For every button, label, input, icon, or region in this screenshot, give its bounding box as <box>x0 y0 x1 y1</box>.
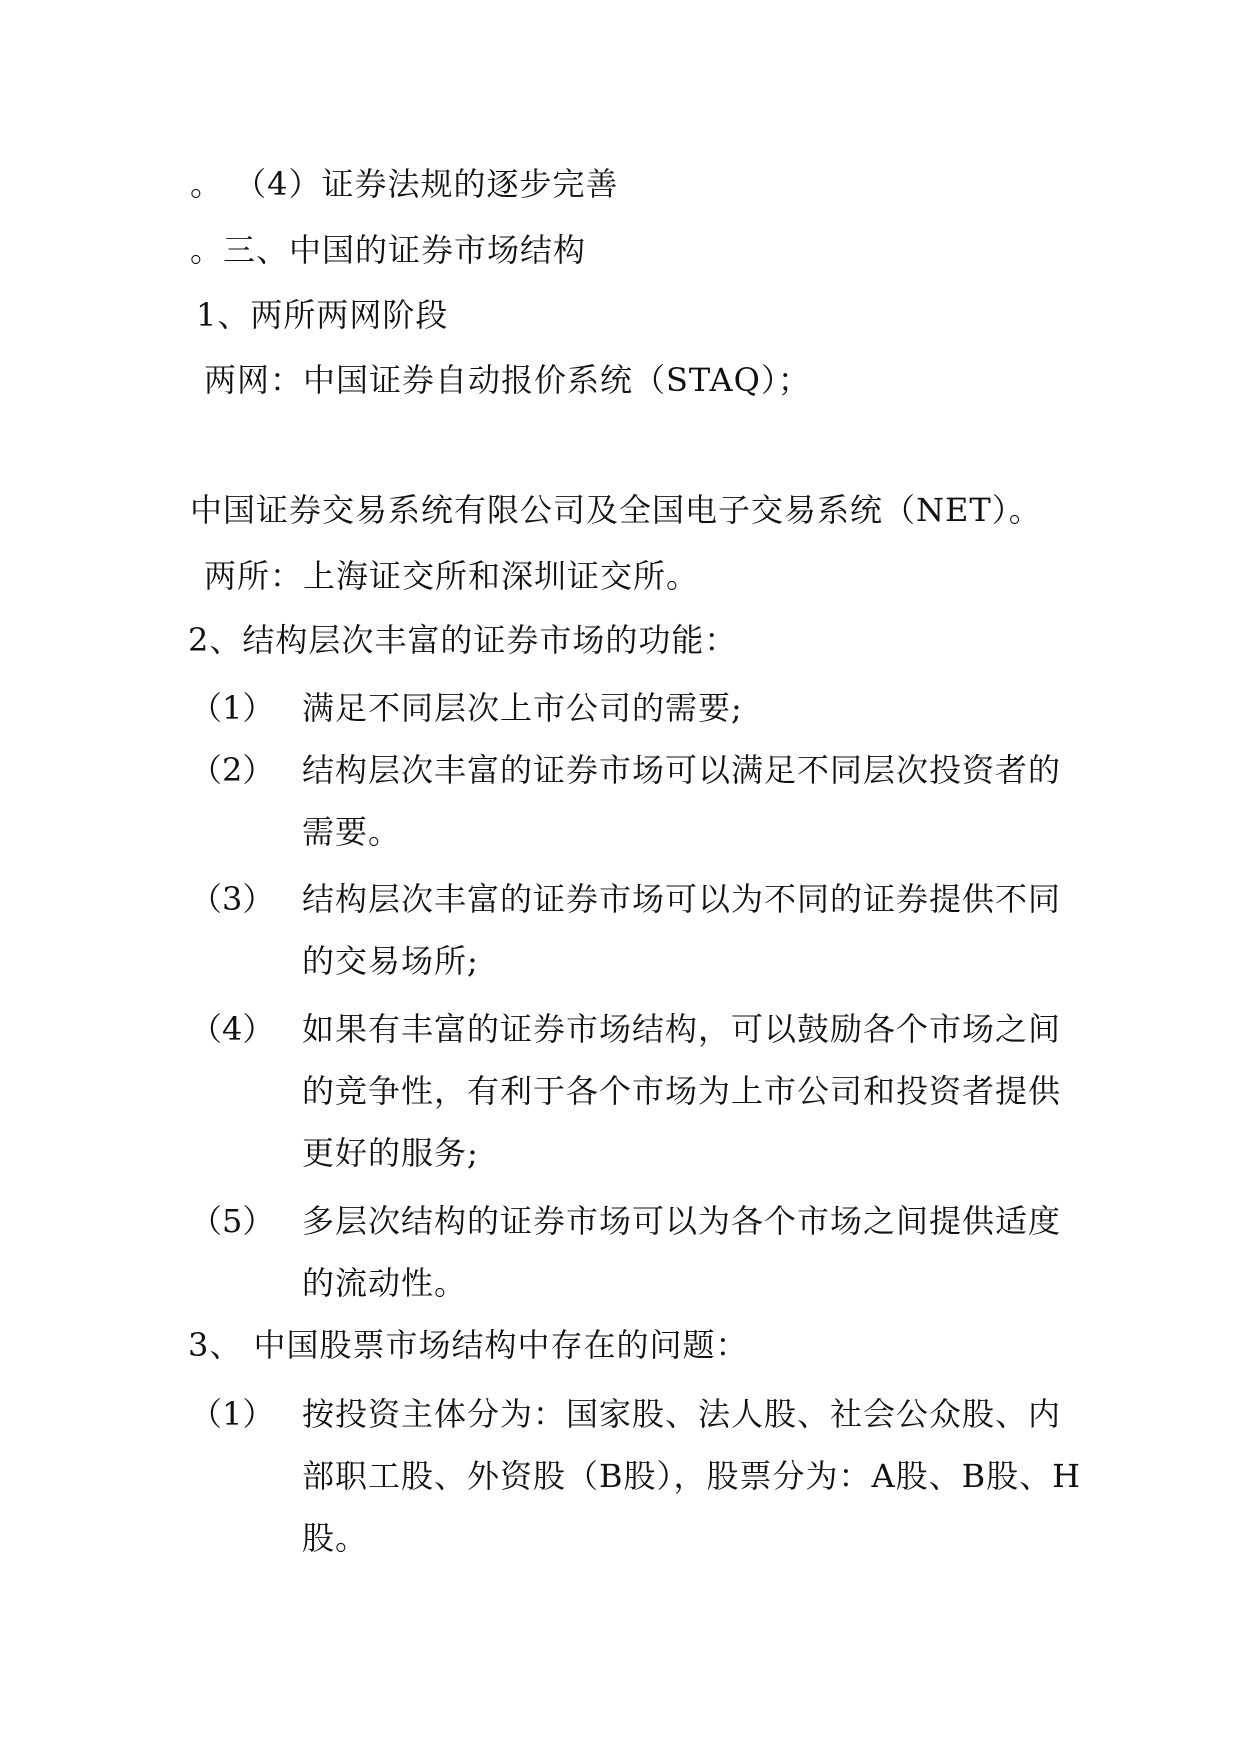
subheading-market-functions: 2、结构层次丰富的证券市场的功能： <box>188 621 738 659</box>
list-item-number: （1） <box>190 1395 275 1433</box>
list-item-text: 按投资主体分为：国家股、法人股、社会公众股、内部职工股、外资股（B股），股票分为：A股、B股、H股。 <box>302 1395 1082 1557</box>
list-item-text: 结构层次丰富的证券市场可以为不同的证券提供不同的交易场所; <box>302 880 1062 980</box>
list-item-number: （1） <box>190 689 275 727</box>
list-item-number: （5） <box>190 1202 275 1240</box>
list-item-text: 满足不同层次上市公司的需要; <box>302 689 743 727</box>
section-heading-market-structure: 。三、中国的证券市场结构 <box>190 231 587 269</box>
subheading-market-problems: 3、 中国股票市场结构中存在的问题： <box>188 1326 749 1364</box>
subheading-two-exchanges-two-networks: 1、两所两网阶段 <box>196 296 449 334</box>
paragraph-two-networks: 两网：中国证券自动报价系统（STAQ）； <box>204 361 811 399</box>
list-item-number: （2） <box>190 751 275 789</box>
list-item-number: （4） <box>190 1010 275 1048</box>
list-item-text: 如果有丰富的证券市场结构，可以鼓励各个市场之间的竞争性，有利于各个市场为上市公司和投资者提供更好的服务; <box>302 1010 1062 1172</box>
heading-securities-law: 。 （4）证券法规的逐步完善 <box>190 165 619 203</box>
list-item-number: （3） <box>190 880 275 918</box>
list-item-text: 结构层次丰富的证券市场可以满足不同层次投资者的需要。 <box>302 751 1062 851</box>
paragraph-two-exchanges: 两所：上海证交所和深圳证交所。 <box>204 557 700 595</box>
paragraph-net-system: 中国证券交易系统有限公司及全国电子交易系统（NET）。 <box>190 491 1042 529</box>
list-item-text: 多层次结构的证券市场可以为各个市场之间提供适度的流动性。 <box>302 1202 1062 1302</box>
